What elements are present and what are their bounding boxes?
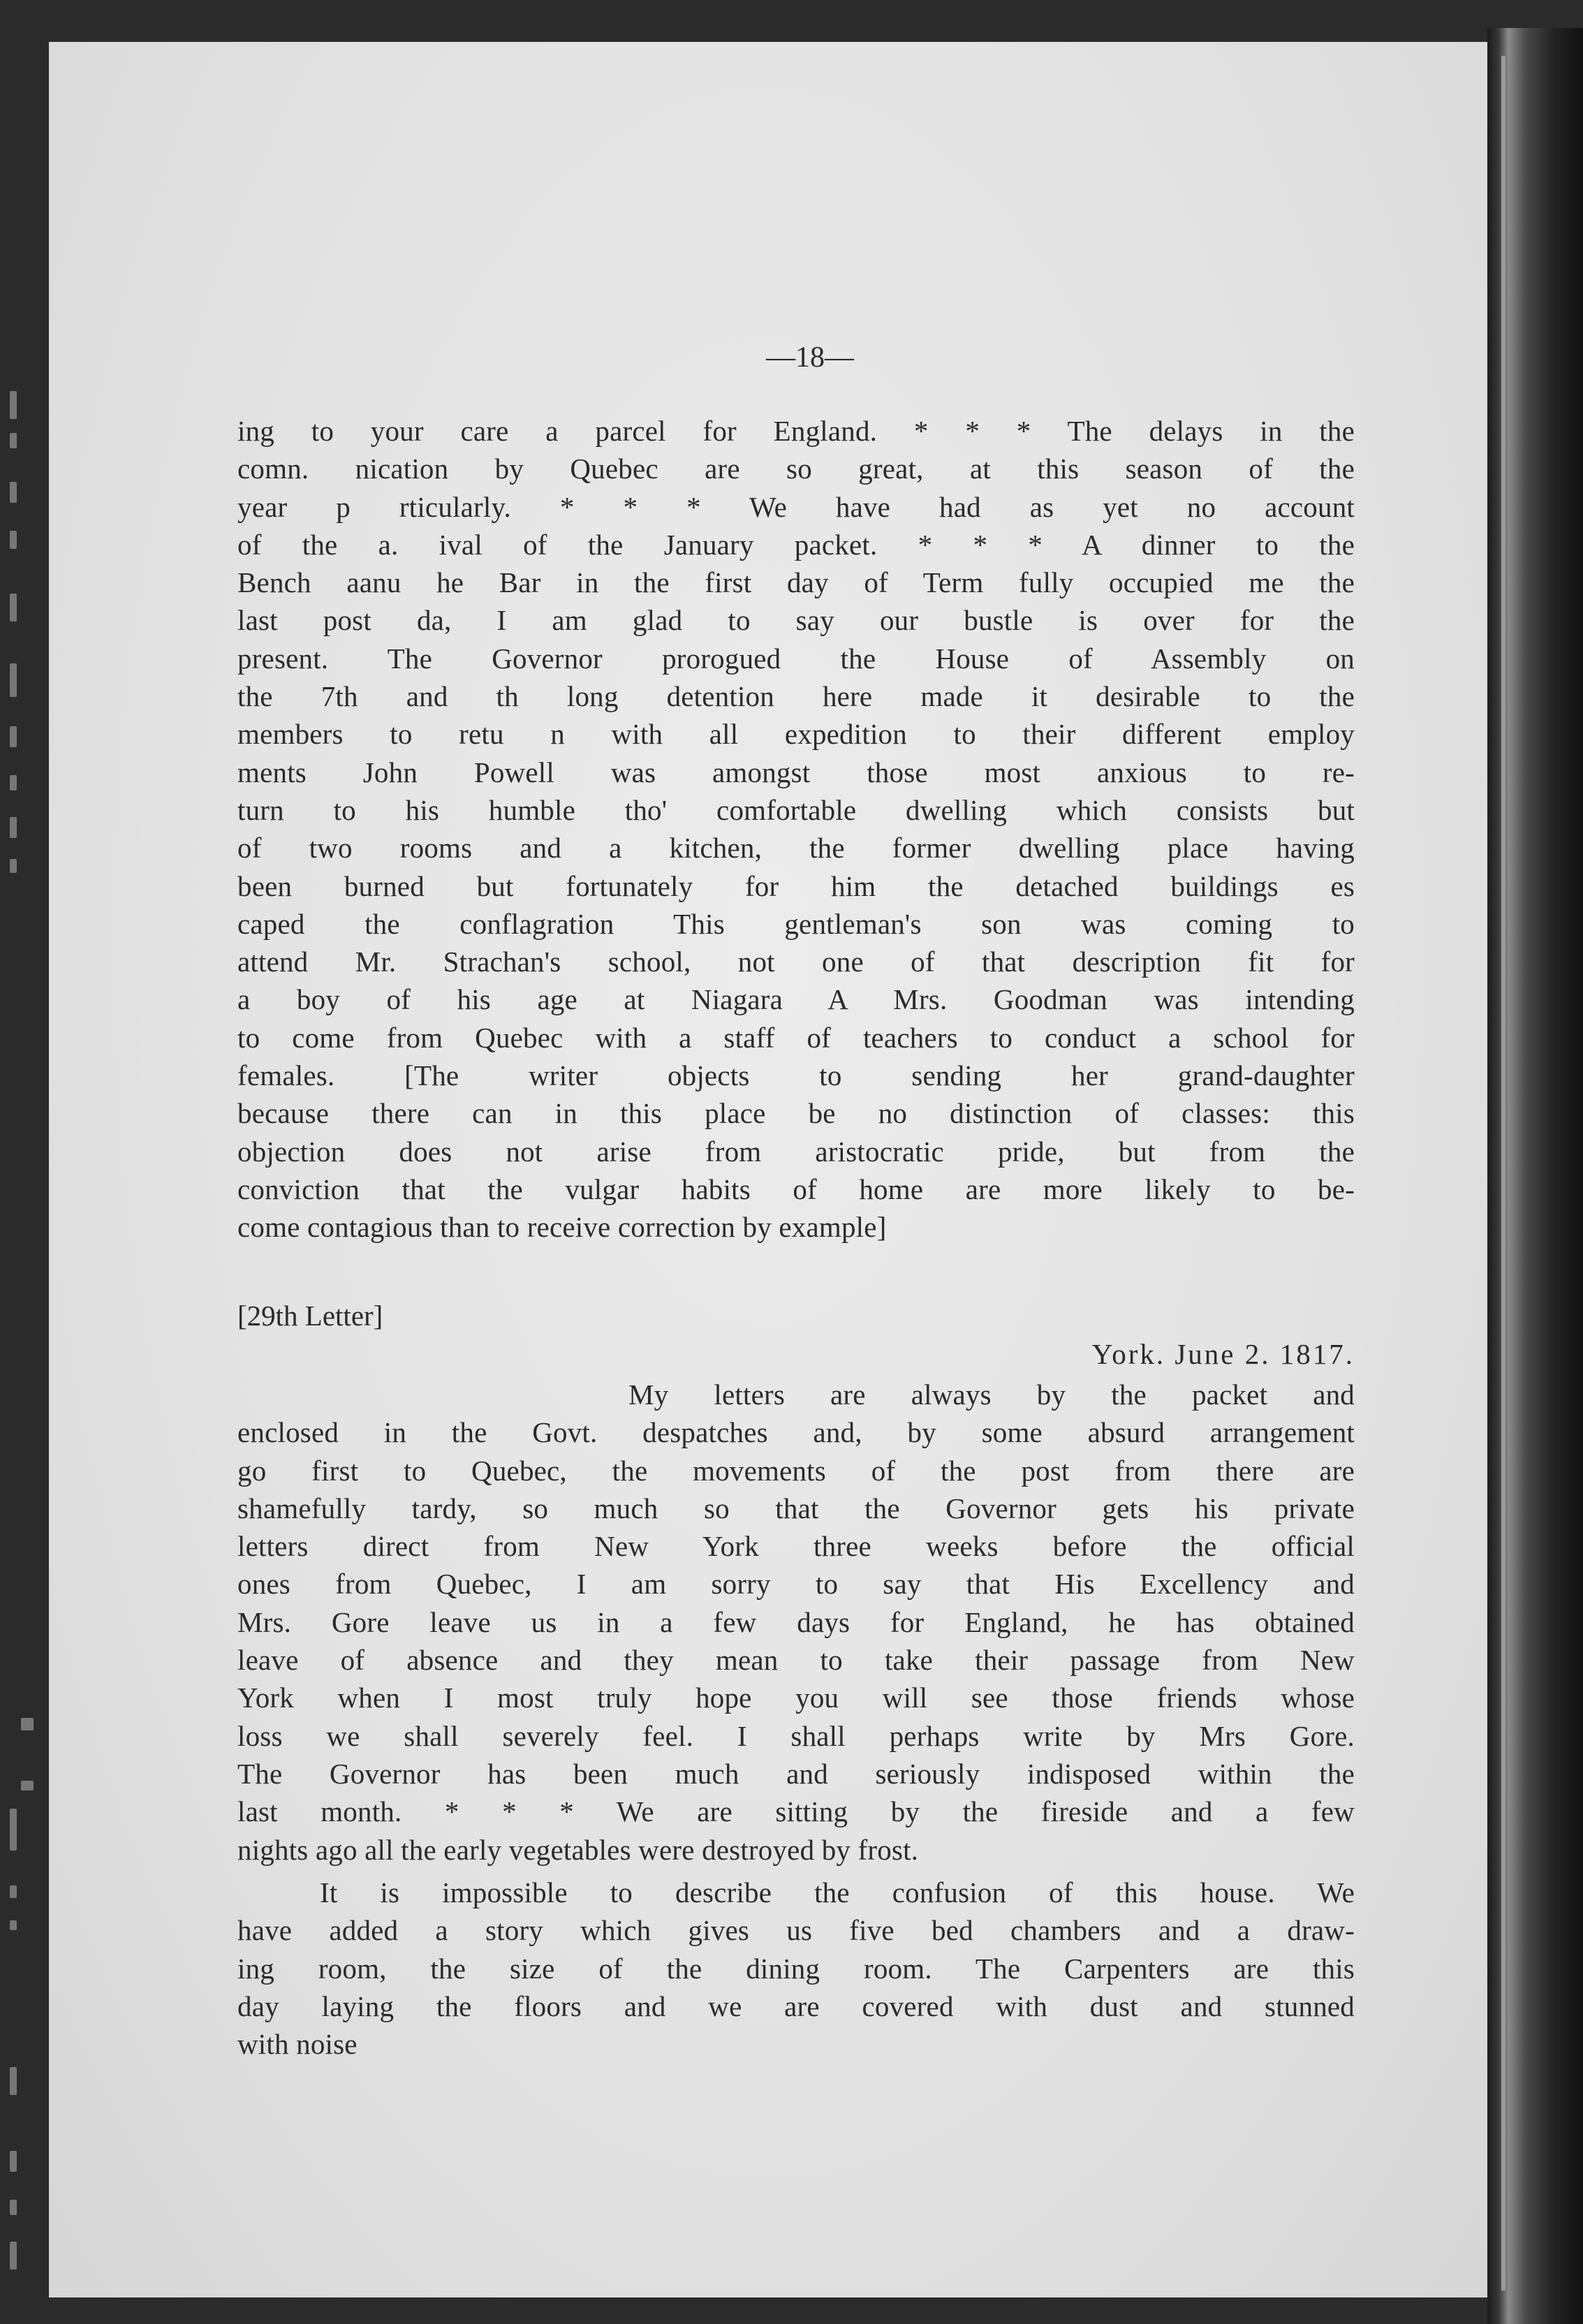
text-line: a boy of his age at Niagara A Mrs. Goodman was intending [237, 983, 1355, 1016]
paragraph-continued [237, 412, 1355, 1246]
page-number: —18— [766, 341, 854, 374]
letter-paragraph [237, 1874, 1355, 2063]
text-line: comn. nication by Quebec are so great, at this season of the [237, 453, 1355, 485]
text-line: to come from Quebec with a staff of teachers to conduct a school for [237, 1021, 1355, 1054]
text-line: ments John Powell was amongst those most anxious to re- [237, 756, 1355, 788]
text-line: ones from Quebec, I am sorry to say that His Excellency and [237, 1568, 1355, 1601]
text-line: ing to your care a parcel for England. * * * The delays in the [237, 415, 1355, 447]
bleed-mark [10, 2067, 17, 2095]
text-line: attend Mr. Strachan's school, not one of that description fit for [237, 946, 1355, 978]
bleed-mark [10, 663, 17, 697]
left-margin-bleed [0, 0, 49, 2324]
letter-dateline: York. June 2. 1817. [1091, 1338, 1355, 1370]
bleed-mark [10, 1809, 17, 1851]
text-line: loss we shall severely feel. I shall perhaps write by Mrs Gore. [237, 1719, 1355, 1752]
text-line: conviction that the vulgar habits of home are more likely to be- [237, 1172, 1355, 1205]
text-line: of two rooms and a kitchen, the former dwelling place having [237, 832, 1355, 865]
text-line: It is impossible to describe the confusion of this house. We [320, 1876, 1355, 1909]
text-line: ing room, the size of the dining room. The Carpenters are this [237, 1952, 1355, 1985]
text-line: caped the conflagration This gentleman's son was coming to [237, 907, 1355, 940]
text-line: objection does not arise from aristocratic pride, but from the [237, 1135, 1355, 1168]
text-line: of the a. ival of the January packet. * * * A dinner to the [237, 528, 1355, 561]
text-line: the 7th and th long detention here made it desirable to the [237, 680, 1355, 713]
text-line: Bench aanu he Bar in the first day of Term fully occupied me the [237, 566, 1355, 599]
bleed-mark [10, 2151, 17, 2172]
bleed-mark [10, 1920, 17, 1930]
text-line: come contagious than to receive correction by example] [237, 1211, 887, 1244]
bleed-mark [10, 482, 17, 503]
text-line: nights ago all the early vegetables were destroyed by frost. [237, 1833, 919, 1866]
text-line: because there can in this place be no distinction of classes: this [237, 1097, 1355, 1130]
text-line: day laying the floors and we are covered with dust and stunned [237, 1990, 1355, 2022]
text-line: leave of absence and they mean to take their passage from New [237, 1644, 1355, 1677]
text-line: year p rticularly. * * * We have had as yet no account [237, 490, 1355, 523]
bleed-mark [10, 859, 17, 873]
text-line: My letters are always by the packet and [628, 1378, 1355, 1411]
text-line: shamefully tardy, so much so that the Governor gets his private [237, 1492, 1355, 1524]
spine-highlight [1501, 56, 1505, 2290]
text-line: have added a story which gives us five bed chambers and a draw- [237, 1914, 1355, 1947]
text-line: last month. * * * We are sitting by the fireside and a few [237, 1795, 1355, 1828]
bleed-mark [10, 817, 17, 838]
bleed-mark [10, 2242, 17, 2270]
text-line: enclosed in the Govt. despatches and, by some absurd arrangement [237, 1416, 1355, 1449]
text-line: Mrs. Gore leave us in a few days for England, he has obtained [237, 1605, 1355, 1638]
text-line: The Governor has been much and seriously indisposed within the [237, 1757, 1355, 1790]
bleed-mark [10, 775, 17, 790]
text-line: present. The Governor prorogued the House of Assembly on [237, 642, 1355, 675]
bleed-mark [21, 1781, 34, 1790]
bleed-mark [10, 433, 17, 448]
text-line: members to retu n with all expedition to their different employ [237, 718, 1355, 751]
letter-paragraph [237, 1376, 1355, 1869]
text-line: go first to Quebec, the movements of the post from there are [237, 1454, 1355, 1487]
bleed-mark [10, 531, 17, 549]
bleed-mark [10, 391, 17, 419]
text-line: last post da, I am glad to say our bustle is over for the [237, 604, 1355, 637]
text-line: with noise [237, 2028, 358, 2061]
bleed-mark [10, 2200, 17, 2215]
bleed-mark [10, 1885, 17, 1898]
text-line: females. [The writer objects to sending her grand-daughter [237, 1059, 1355, 1092]
text-line: York when I most truly hope you will see those friends whose [237, 1682, 1355, 1714]
text-line: turn to his humble tho' comfortable dwelling which consists but [237, 793, 1355, 826]
bleed-mark [21, 1718, 34, 1730]
text-line: letters direct from New York three weeks before the official [237, 1530, 1355, 1563]
bleed-mark [10, 726, 17, 747]
text-line: been burned but fortunately for him the detached buildings es [237, 869, 1355, 902]
letter-heading: [29th Letter] [237, 1300, 383, 1332]
bleed-mark [10, 594, 17, 622]
